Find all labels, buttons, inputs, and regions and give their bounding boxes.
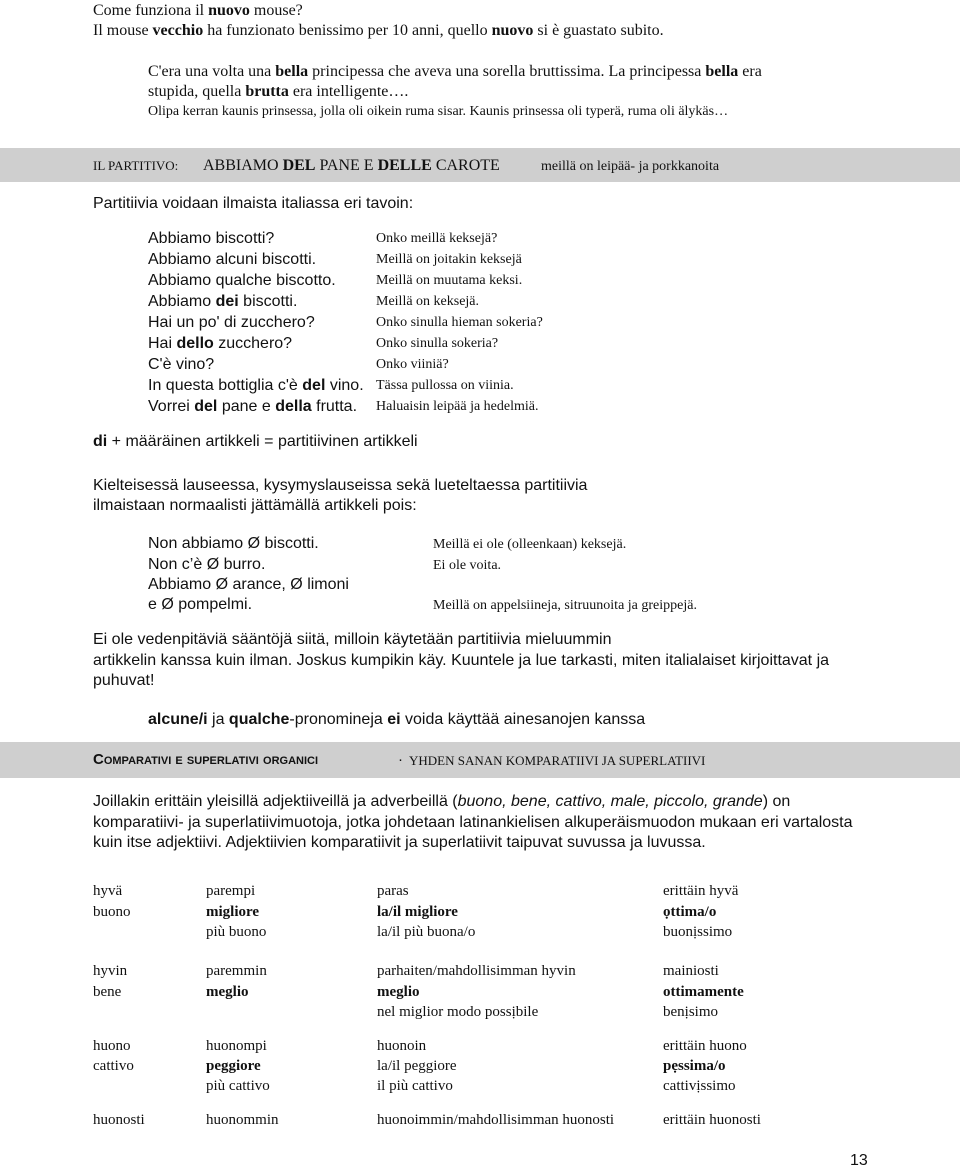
forms-table-cell: huono bbox=[93, 1038, 131, 1054]
example-fi: Meillä on muutama keksi. bbox=[376, 273, 523, 288]
negative-example-fi: Meillä on appelsiineja, sitruunoita ja greippejä. bbox=[433, 598, 697, 613]
example-fi: Tässa pullossa on viinia. bbox=[376, 378, 514, 393]
example-fi: Meillä on keksejä. bbox=[376, 294, 480, 309]
forms-table-cell: mainiosti bbox=[663, 963, 719, 979]
example-it: C'è vino? bbox=[148, 356, 215, 373]
forms-table-cell: peggiore bbox=[206, 1058, 261, 1074]
forms-table-cell: buonịssimo bbox=[663, 924, 733, 940]
example-fi: Onko meillä keksejä? bbox=[376, 231, 498, 246]
forms-table-cell: huonoimmin/mahdollisimman huonosti bbox=[377, 1112, 615, 1128]
partitivo-translation: meillä on leipää- ja porkkanoita bbox=[541, 159, 720, 174]
forms-table-cell: ottimamente bbox=[663, 984, 744, 1000]
comparativi-subtitle: YHDEN SANAN KOMPARATIIVI JA SUPERLATIIVI bbox=[409, 753, 706, 768]
forms-table-cell: migliore bbox=[206, 904, 260, 920]
forms-table-cell: paremmin bbox=[206, 963, 267, 979]
comparativi-separator: · bbox=[398, 751, 403, 768]
forms-table-cell: erittäin hyvä bbox=[663, 883, 739, 899]
alcune-note: alcune/i ja qualche-pronomineja ei voida käyttää ainesanojen kanssa bbox=[148, 711, 646, 728]
forms-table-cell: la/il peggiore bbox=[377, 1058, 457, 1074]
forms-table-cell: erittäin huono bbox=[663, 1038, 747, 1054]
intro-line-4: stupida, quella brutta era intelligente…. bbox=[148, 83, 409, 100]
forms-table-cell: parhaiten/mahdollisimman hyvin bbox=[377, 963, 576, 979]
example-it: Abbiamo dei biscotti. bbox=[148, 293, 298, 310]
forms-table-cell: huonompi bbox=[206, 1038, 267, 1054]
paragraph-line-3: puhuvat! bbox=[93, 672, 155, 689]
negative-example-it: Non abbiamo Ø biscotti. bbox=[148, 535, 319, 552]
forms-table-cell: più buono bbox=[206, 924, 267, 940]
forms-table-cell: huonoin bbox=[377, 1038, 427, 1054]
forms-table-cell: nel miglior modo possịbile bbox=[377, 1004, 539, 1020]
paragraph-line-1: Ei ole vedenpitäviä sääntöjä siitä, milloin käytetään partitiivia mieluummin bbox=[93, 631, 612, 648]
negative-example-it: e Ø pompelmi. bbox=[148, 596, 253, 613]
negative-text-1: Kielteisessä lauseessa, kysymyslauseissa sekä lueteltaessa partitiivia bbox=[93, 477, 588, 494]
forms-table-cell: la/il più buona/o bbox=[377, 924, 476, 940]
example-it: Abbiamo qualche biscotto. bbox=[148, 272, 336, 289]
forms-table-cell: hyvä bbox=[93, 883, 123, 899]
forms-table-cell: la/il migliore bbox=[377, 904, 458, 920]
comparativi-text-3: kuin itse adjektiivi. Adjektiivien komparatiivit ja superlatiivit taipuvat suvussa ja luvussa. bbox=[93, 834, 706, 851]
example-it: Vorrei del pane e della frutta. bbox=[148, 398, 358, 415]
comparativi-title: Comparativi e superlativi organici bbox=[93, 751, 319, 768]
forms-table-cell: benịsimo bbox=[663, 1004, 718, 1020]
forms-table-cell: bene bbox=[93, 984, 122, 1000]
forms-table-cell: huonommin bbox=[206, 1112, 279, 1128]
negative-text-2: ilmaistaan normaalisti jättämällä artikkeli pois: bbox=[93, 497, 417, 514]
example-it: Abbiamo alcuni biscotti. bbox=[148, 251, 317, 268]
partitivo-intro: Partitiivia voidaan ilmaista italiassa eri tavoin: bbox=[93, 195, 414, 212]
page-number: 13 bbox=[850, 1152, 868, 1169]
intro-line-1: Come funziona il nuovo mouse? bbox=[93, 2, 303, 19]
forms-table-cell: erittäin huonosti bbox=[663, 1112, 761, 1128]
forms-table-cell: huonosti bbox=[93, 1112, 145, 1128]
example-it: In questa bottiglia c'è del vino. bbox=[148, 377, 364, 394]
forms-table-cell: pẹssima/o bbox=[663, 1058, 726, 1074]
forms-table-cell: il più cattivo bbox=[377, 1078, 453, 1094]
example-fi: Onko viiniä? bbox=[376, 357, 449, 372]
comparativi-text-2: komparatiivi- ja superlatiivimuotoja, jotka johdetaan latinankielisen alkuperäismuodon mukaan eri vartalosta bbox=[93, 814, 853, 831]
forms-table-cell: hyvin bbox=[93, 963, 128, 979]
forms-table-cell: buono bbox=[93, 904, 131, 920]
negative-example-it: Abbiamo Ø arance, Ø limoni bbox=[148, 576, 349, 593]
paragraph-line-2: artikkelin kanssa kuin ilman. Joskus kumpikin käy. Kuuntele ja lue tarkasti, miten italialaiset kirjoittavat ja bbox=[93, 652, 830, 669]
intro-line-5-finnish: Olipa kerran kaunis prinsessa, jolla oli oikein ruma sisar. Kaunis prinsessa oli typerä, ruma oli älykäs… bbox=[148, 104, 729, 119]
forms-table-cell: cattivo bbox=[93, 1058, 134, 1074]
example-fi: Onko sinulla hieman sokeria? bbox=[376, 315, 543, 330]
example-fi: Haluaisin leipää ja hedelmiä. bbox=[376, 399, 539, 414]
forms-table-cell: meglio bbox=[377, 984, 420, 1000]
forms-table-cell: parempi bbox=[206, 883, 256, 899]
example-it: Abbiamo biscotti? bbox=[148, 230, 275, 247]
example-fi: Meillä on joitakin keksejä bbox=[376, 252, 522, 267]
partitivo-label: IL PARTITIVO: bbox=[93, 158, 179, 173]
negative-example-fi: Ei ole voita. bbox=[433, 558, 502, 573]
example-fi: Onko sinulla sokeria? bbox=[376, 336, 499, 351]
partitive-rule: di + määräinen artikkeli = partitiivinen artikkeli bbox=[93, 433, 418, 450]
intro-line-2: Il mouse vecchio ha funzionato benissimo per 10 anni, quello nuovo si è guastato subito. bbox=[93, 22, 664, 39]
partitivo-example: ABBIAMO DEL PANE E DELLE CAROTE bbox=[203, 157, 500, 174]
forms-table-cell: paras bbox=[377, 883, 409, 899]
comparativi-text-1: Joillakin erittäin yleisillä adjektiiveillä ja adverbeillä (buono, bene, cattivo, male, piccolo, grande) on bbox=[93, 793, 791, 810]
negative-example-fi: Meillä ei ole (olleenkaan) keksejä. bbox=[433, 537, 627, 552]
forms-table-cell: meglio bbox=[206, 984, 249, 1000]
example-it: Hai dello zucchero? bbox=[148, 335, 293, 352]
example-it: Hai un po' di zucchero? bbox=[148, 314, 315, 331]
negative-example-it: Non c’è Ø burro. bbox=[148, 556, 266, 573]
forms-table-cell: ọttima/o bbox=[663, 904, 717, 920]
forms-table-cell: più cattivo bbox=[206, 1078, 270, 1094]
intro-line-3: C'era una volta una bella principessa che aveva una sorella bruttissima. La principessa bella era bbox=[148, 63, 762, 80]
forms-table-cell: cattivịssimo bbox=[663, 1078, 736, 1094]
